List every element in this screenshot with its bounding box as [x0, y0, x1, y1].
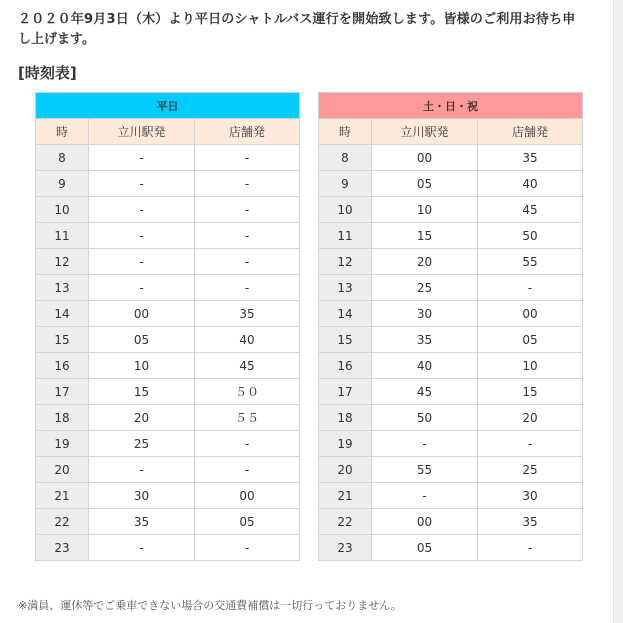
tachikawa-departure-cell: 25 — [89, 431, 195, 457]
tachikawa-departure-cell: - — [89, 145, 195, 171]
store-departure-cell: - — [478, 275, 583, 301]
tachikawa-departure-cell: 25 — [372, 275, 478, 301]
table-row — [36, 457, 300, 483]
hour-cell: 13 — [36, 275, 89, 301]
weekday-rows — [36, 145, 300, 561]
hour-cell: 17 — [319, 379, 372, 405]
tachikawa-departure-cell: - — [372, 483, 478, 509]
store-departure-cell: 20 — [478, 405, 583, 431]
announcement-text — [18, 10, 613, 50]
store-departure-cell: 45 — [478, 197, 583, 223]
table-row — [36, 301, 300, 327]
hour-cell: 21 — [319, 483, 372, 509]
store-departure-cell: - — [195, 171, 300, 197]
tachikawa-departure-cell: - — [372, 431, 478, 457]
tachikawa-departure-cell: 00 — [372, 145, 478, 171]
table-row — [319, 275, 583, 301]
store-departure-cell: 35 — [478, 509, 583, 535]
store-departure-cell: 05 — [478, 327, 583, 353]
table-row — [36, 379, 300, 405]
scrollbar-track[interactable] — [613, 0, 623, 623]
weekend-table-title: 土・日・祝 — [319, 93, 583, 119]
hour-cell: 10 — [319, 197, 372, 223]
announcement-line-2: し上げます。 — [18, 32, 95, 47]
weekday-col-hour: 時 — [36, 119, 89, 145]
hour-cell: 15 — [319, 327, 372, 353]
weekday-table-title: 平日 — [36, 93, 300, 119]
hour-cell: 20 — [319, 457, 372, 483]
store-departure-cell: 45 — [195, 353, 300, 379]
tachikawa-departure-cell: 30 — [372, 301, 478, 327]
tachikawa-departure-cell: - — [89, 275, 195, 301]
store-departure-cell: 35 — [195, 301, 300, 327]
table-row — [36, 249, 300, 275]
hour-cell: 9 — [319, 171, 372, 197]
table-row — [36, 275, 300, 301]
hour-cell: 8 — [319, 145, 372, 171]
store-departure-cell: 00 — [478, 301, 583, 327]
weekend-timetable — [318, 92, 583, 561]
tachikawa-departure-cell: 10 — [89, 353, 195, 379]
store-departure-cell: - — [195, 249, 300, 275]
hour-cell: 11 — [36, 223, 89, 249]
store-departure-cell: 05 — [195, 509, 300, 535]
table-row — [319, 405, 583, 431]
table-row — [319, 483, 583, 509]
tachikawa-departure-cell: - — [89, 197, 195, 223]
store-departure-cell: 50 — [478, 223, 583, 249]
hour-cell: 16 — [319, 353, 372, 379]
hour-cell: 23 — [319, 535, 372, 561]
hour-cell: 18 — [319, 405, 372, 431]
tachikawa-departure-cell: 10 — [372, 197, 478, 223]
tachikawa-departure-cell: 05 — [89, 327, 195, 353]
table-row — [319, 379, 583, 405]
table-row — [36, 197, 300, 223]
table-row — [319, 353, 583, 379]
table-row — [36, 509, 300, 535]
tachikawa-departure-cell: 55 — [372, 457, 478, 483]
store-departure-cell: 30 — [478, 483, 583, 509]
hour-cell: 11 — [319, 223, 372, 249]
store-departure-cell: - — [195, 197, 300, 223]
hour-cell: 10 — [36, 197, 89, 223]
timetable-heading: [時刻表] — [18, 64, 77, 82]
store-departure-cell: ５５ — [195, 405, 300, 431]
tachikawa-departure-cell: 30 — [89, 483, 195, 509]
tachikawa-departure-cell: - — [89, 457, 195, 483]
table-row — [36, 145, 300, 171]
store-departure-cell: - — [478, 535, 583, 561]
table-row — [319, 457, 583, 483]
hour-cell: 19 — [36, 431, 89, 457]
store-departure-cell: 35 — [478, 145, 583, 171]
hour-cell: 18 — [36, 405, 89, 431]
hour-cell: 21 — [36, 483, 89, 509]
table-row — [36, 535, 300, 561]
table-row — [36, 405, 300, 431]
table-row — [36, 483, 300, 509]
store-departure-cell: 10 — [478, 353, 583, 379]
hour-cell: 12 — [36, 249, 89, 275]
hour-cell: 15 — [36, 327, 89, 353]
table-row — [319, 171, 583, 197]
tachikawa-departure-cell: - — [89, 223, 195, 249]
table-row — [319, 431, 583, 457]
hour-cell: 22 — [36, 509, 89, 535]
store-departure-cell: 40 — [195, 327, 300, 353]
weekday-timetable — [35, 92, 300, 561]
hour-cell: 9 — [36, 171, 89, 197]
tachikawa-departure-cell: 05 — [372, 171, 478, 197]
tachikawa-departure-cell: - — [89, 535, 195, 561]
weekend-col-store: 店舗発 — [478, 119, 583, 145]
tachikawa-departure-cell: 15 — [89, 379, 195, 405]
weekend-rows — [319, 145, 583, 561]
hour-cell: 17 — [36, 379, 89, 405]
store-departure-cell: 40 — [478, 171, 583, 197]
table-row — [319, 327, 583, 353]
store-departure-cell: - — [195, 275, 300, 301]
hour-cell: 16 — [36, 353, 89, 379]
table-row — [36, 223, 300, 249]
store-departure-cell: 15 — [478, 379, 583, 405]
tachikawa-departure-cell: 00 — [89, 301, 195, 327]
weekday-col-tachikawa: 立川駅発 — [89, 119, 195, 145]
tachikawa-departure-cell: 40 — [372, 353, 478, 379]
hour-cell: 14 — [36, 301, 89, 327]
store-departure-cell: ５０ — [195, 379, 300, 405]
store-departure-cell: 55 — [478, 249, 583, 275]
store-departure-cell: - — [195, 535, 300, 561]
table-row — [319, 509, 583, 535]
store-departure-cell: - — [195, 223, 300, 249]
tachikawa-departure-cell: - — [89, 171, 195, 197]
table-row — [36, 327, 300, 353]
table-row — [319, 223, 583, 249]
announcement-line-1: ２０２０年9月3日（木）より平日のシャトルバス運行を開始致します。皆様のご利用お待ち申 — [18, 12, 576, 27]
tachikawa-departure-cell: 15 — [372, 223, 478, 249]
tachikawa-departure-cell: 00 — [372, 509, 478, 535]
table-row — [319, 535, 583, 561]
tachikawa-departure-cell: 45 — [372, 379, 478, 405]
weekday-col-store: 店舗発 — [195, 119, 300, 145]
table-row — [36, 171, 300, 197]
table-row — [319, 197, 583, 223]
store-departure-cell: - — [195, 145, 300, 171]
hour-cell: 23 — [36, 535, 89, 561]
hour-cell: 8 — [36, 145, 89, 171]
hour-cell: 20 — [36, 457, 89, 483]
store-departure-cell: - — [195, 457, 300, 483]
store-departure-cell: 25 — [478, 457, 583, 483]
tachikawa-departure-cell: - — [89, 249, 195, 275]
tachikawa-departure-cell: 35 — [372, 327, 478, 353]
table-row — [36, 353, 300, 379]
tachikawa-departure-cell: 20 — [372, 249, 478, 275]
store-departure-cell: 00 — [195, 483, 300, 509]
hour-cell: 13 — [319, 275, 372, 301]
table-row — [319, 145, 583, 171]
tachikawa-departure-cell: 05 — [372, 535, 478, 561]
hour-cell: 14 — [319, 301, 372, 327]
table-row — [36, 431, 300, 457]
weekend-col-hour: 時 — [319, 119, 372, 145]
hour-cell: 19 — [319, 431, 372, 457]
hour-cell: 22 — [319, 509, 372, 535]
tachikawa-departure-cell: 50 — [372, 405, 478, 431]
tachikawa-departure-cell: 20 — [89, 405, 195, 431]
tachikawa-departure-cell: 35 — [89, 509, 195, 535]
store-departure-cell: - — [478, 431, 583, 457]
table-row — [319, 301, 583, 327]
compensation-note: ※満員、運休等でご乗車できない場合の交通費補償は一切行っておりません。 — [18, 599, 402, 612]
hour-cell: 12 — [319, 249, 372, 275]
store-departure-cell: - — [195, 431, 300, 457]
weekend-col-tachikawa: 立川駅発 — [372, 119, 478, 145]
table-row — [319, 249, 583, 275]
